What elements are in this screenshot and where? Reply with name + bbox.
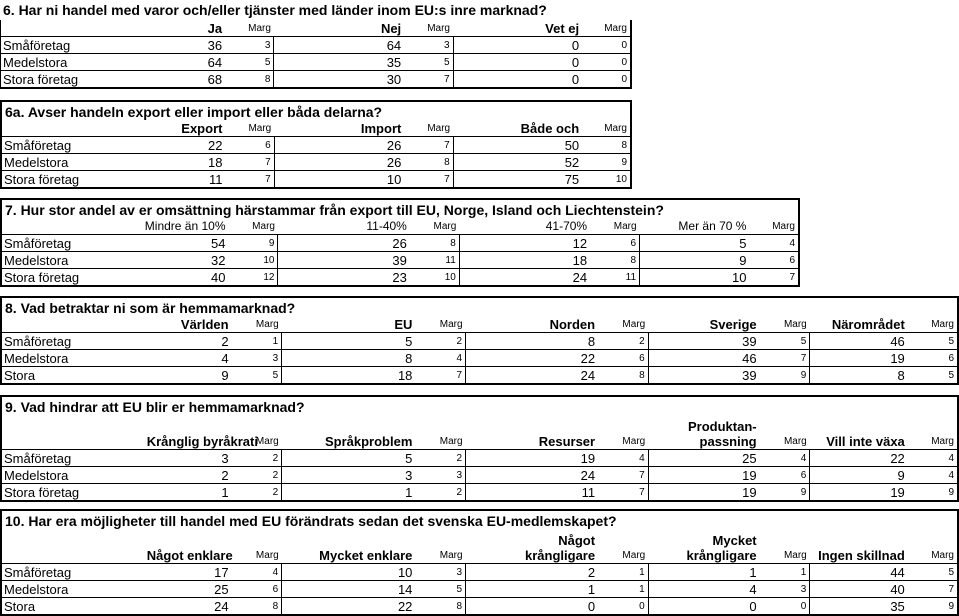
section-6-table [0,20,632,89]
margin-header: Marg [433,221,457,232]
value-cell: 1 [282,484,416,502]
value-cell: 26 [278,235,410,252]
column-header: Export [181,121,223,136]
margin-header: Marg [783,319,807,330]
header-row [1,218,799,235]
value-cell: 5 [282,450,416,467]
margin-cell: 4 [908,467,958,484]
column-header: Vet ej [545,21,580,36]
value-cell: 64 [274,37,404,54]
column-header: Något krångligare [525,533,596,563]
value-cell: 24 [466,367,599,385]
margin-cell: 6 [749,252,799,269]
value-cell: 22 [810,450,908,467]
header-row [1,316,958,333]
margin-cell: 5 [760,333,810,350]
value-cell: 1 [648,564,759,581]
margin-cell: 8 [404,154,453,171]
value-cell: 11 [141,171,226,189]
column-header: Både och [520,121,580,136]
margin-header: Marg [248,123,272,134]
header-row [1,120,631,137]
header-blank [1,20,141,37]
section-8-title: 8. Vad betraktar ni som är hemmamarknad? [0,296,959,316]
row-label: Medelstora [1,581,145,598]
header-blank [1,120,141,137]
value-cell: 46 [810,333,908,350]
column-header: Import [360,121,402,136]
margin-cell: 1 [598,564,648,581]
value-cell: 52 [453,154,582,171]
section-6a [0,100,632,189]
margin-cell: 8 [415,598,465,616]
table-row [1,350,958,367]
table-row [1,171,631,189]
table-row [1,154,631,171]
table-row [1,252,799,269]
margin-cell: 8 [590,252,639,269]
margin-header: Marg [439,550,463,561]
value-cell: 46 [648,350,759,367]
row-label: Småföretag [1,450,145,467]
column-header: Något enklare [146,548,233,563]
value-cell: 5 [282,333,416,350]
value-cell: 12 [459,235,590,252]
table-row [1,333,958,350]
value-cell: 10 [274,171,404,189]
margin-header: Marg [248,23,271,34]
margin-cell: 3 [415,564,465,581]
margin-cell: 8 [225,71,274,89]
value-cell: 26 [274,137,404,154]
column-header: Ja [207,21,223,36]
value-cell: 26 [274,154,404,171]
section-8 [0,296,959,385]
section-6-title: 6. Har ni handel med varor och/eller tjänster med länder inom EU:s inre marknad? [3,2,547,18]
margin-cell: 7 [404,171,453,189]
section-7 [0,198,800,287]
value-cell: 24 [466,467,599,484]
margin-cell: 6 [598,350,648,367]
value-cell: 0 [648,598,759,616]
section-8-table [0,316,959,385]
value-cell: 40 [143,269,229,287]
margin-cell: 7 [760,350,810,367]
header-blank [1,316,145,333]
margin-header: Marg [255,319,279,330]
table-row [1,269,799,287]
margin-cell: 8 [232,598,282,616]
table-row [1,71,632,89]
margin-cell: 9 [908,598,958,616]
margin-cell: 4 [232,564,282,581]
value-cell: 4 [145,350,232,367]
column-header: Mycket enklare [319,548,413,563]
value-cell: 39 [648,333,759,350]
section-9-title: 9. Vad hindrar att EU blir er hemmamarknad? [0,395,959,415]
margin-cell: 3 [232,350,282,367]
margin-cell: 4 [749,235,799,252]
margin-cell: 6 [225,137,274,154]
value-cell: 19 [648,467,759,484]
value-cell: 23 [278,269,410,287]
margin-header: Marg [772,221,795,232]
value-cell: 22 [282,598,416,616]
margin-cell: 10 [582,171,631,189]
margin-cell: 5 [404,54,453,71]
margin-cell: 7 [598,484,648,502]
value-cell: 1 [466,581,599,598]
value-cell: 18 [459,252,590,269]
table-row [1,137,631,154]
section-7-table [0,218,800,287]
column-header: EU [394,317,413,332]
value-cell: 64 [140,54,225,71]
value-cell: 22 [466,350,599,367]
column-header: 41-70% [545,219,588,233]
value-cell: 18 [141,154,226,171]
value-cell: 25 [648,450,759,467]
value-cell: 4 [648,581,759,598]
value-cell: 10 [282,564,416,581]
table-row [1,581,958,598]
margin-cell: 0 [760,598,810,616]
margin-header: Marg [427,123,451,134]
value-cell: 19 [466,450,599,467]
margin-cell: 9 [908,484,958,502]
value-cell: 9 [145,367,232,385]
column-header: Sverige [709,317,757,332]
margin-cell: 4 [598,450,648,467]
margin-cell: 7 [225,171,274,189]
margin-cell: 4 [908,450,958,467]
margin-cell: 7 [404,137,453,154]
margin-cell: 8 [598,367,648,385]
margin-header: Marg [252,221,275,232]
row-label: Medelstora [1,467,145,484]
margin-cell: 10 [229,252,278,269]
header-blank [1,415,145,450]
margin-cell: 3 [760,581,810,598]
table-row [1,367,958,385]
margin-header: Marg [427,23,450,34]
margin-cell: 5 [415,581,465,598]
margin-header: Marg [931,436,954,447]
margin-cell: 7 [415,367,465,385]
margin-cell: 6 [590,235,639,252]
margin-cell: 2 [232,467,282,484]
row-label: Småföretag [1,333,145,350]
value-cell: 19 [810,484,908,502]
margin-header: Marg [622,436,646,447]
value-cell: 50 [453,137,582,154]
margin-cell: 1 [232,333,282,350]
margin-cell: 4 [415,350,465,367]
header-row [1,415,958,450]
value-cell: 11 [466,484,599,502]
value-cell: 19 [648,484,759,502]
column-header: Krånglig byråkrati [146,434,258,449]
section-10-table [0,529,959,616]
margin-cell: 6 [908,350,958,367]
margin-header: Marg [439,319,463,330]
margin-cell: 7 [908,581,958,598]
value-cell: 1 [145,484,232,502]
margin-cell: 9 [229,235,278,252]
value-cell: 14 [282,581,416,598]
margin-cell: 2 [232,450,282,467]
value-cell: 54 [143,235,229,252]
value-cell: 25 [145,581,232,598]
value-cell: 5 [640,235,750,252]
margin-cell: 9 [760,484,810,502]
margin-header: Marg [931,550,954,561]
value-cell: 2 [145,333,232,350]
margin-cell: 7 [225,154,274,171]
margin-cell: 0 [582,37,631,54]
margin-cell: 1 [598,581,648,598]
section-6a-table [0,120,632,189]
margin-cell: 6 [232,581,282,598]
margin-header: Marg [255,550,279,561]
value-cell: 36 [140,37,225,54]
table-row [1,37,632,54]
value-cell: 75 [453,171,582,189]
margin-cell: 12 [229,269,278,287]
row-label: Stora företag [1,484,145,502]
table-row [1,467,958,484]
margin-cell: 5 [908,564,958,581]
value-cell: 17 [145,564,232,581]
margin-cell: 3 [225,37,274,54]
value-cell: 44 [810,564,908,581]
value-cell: 18 [282,367,416,385]
margin-cell: 8 [582,137,631,154]
margin-cell: 1 [760,564,810,581]
value-cell: 10 [640,269,750,287]
margin-cell: 2 [598,333,648,350]
value-cell: 35 [274,54,404,71]
value-cell: 3 [145,450,232,467]
value-cell: 0 [453,71,582,89]
margin-header: Marg [931,319,954,330]
row-label: Medelstora [1,154,141,171]
margin-cell: 3 [415,467,465,484]
table-row [1,235,799,252]
margin-cell: 11 [590,269,639,287]
margin-header: Marg [439,436,463,447]
value-cell: 35 [810,598,908,616]
column-header: Mycket krångligare [686,533,757,563]
margin-cell: 7 [598,467,648,484]
column-header: Produktan- passning [688,419,757,449]
column-header: Norden [549,317,596,332]
table-row [1,484,958,502]
row-label: Småföretag [1,564,145,581]
header-row [1,529,958,564]
table-row [1,54,632,71]
margin-cell: 2 [232,484,282,502]
value-cell: 0 [466,598,599,616]
margin-cell: 9 [760,367,810,385]
column-header: Ingen skillnad [818,548,905,563]
header-row [1,20,632,37]
section-9 [0,395,959,502]
section-7-title: 7. Hur stor andel av er omsättning härstammar från export till EU, Norge, Island och Liechtenstein? [0,198,800,218]
value-cell: 40 [810,581,908,598]
margin-cell: 0 [582,71,631,89]
value-cell: 39 [278,252,410,269]
column-header: 11-40% [366,219,407,233]
header-blank [1,218,143,235]
margin-cell: 2 [415,484,465,502]
row-label: Stora [1,367,145,385]
section-9-table [0,415,959,502]
value-cell: 2 [466,564,599,581]
row-label: Stora företag [1,171,141,189]
margin-header: Marg [783,550,807,561]
column-header: Nej [380,21,402,36]
section-6a-title: 6a. Avser handeln export eller import eller båda delarna? [0,100,632,120]
margin-header: Marg [783,436,807,447]
value-cell: 30 [274,71,404,89]
margin-cell: 5 [225,54,274,71]
margin-cell: 11 [410,252,459,269]
value-cell: 9 [640,252,750,269]
row-label: Småföretag [1,137,141,154]
row-label: Medelstora [1,350,145,367]
column-header: Resurser [538,434,596,449]
margin-cell: 5 [908,367,958,385]
value-cell: 39 [648,367,759,385]
column-header: Språkproblem [324,434,413,449]
section-10-title: 10. Har era möjligheter till handel med EU förändrats sedan det svenska EU-medlemskapet? [0,509,959,529]
table-row [1,450,958,467]
header-blank [1,529,145,564]
value-cell: 2 [145,467,232,484]
value-cell: 32 [143,252,229,269]
margin-cell: 0 [598,598,648,616]
margin-cell: 8 [410,235,459,252]
margin-cell: 2 [415,450,465,467]
margin-cell: 7 [404,71,453,89]
value-cell: 22 [141,137,226,154]
column-header: Vill inte växa [826,434,905,449]
value-cell: 3 [282,467,416,484]
margin-header: Marg [622,319,646,330]
column-header: Världen [180,317,229,332]
margin-cell: 7 [749,269,799,287]
margin-header: Marg [255,436,279,447]
value-cell: 24 [145,598,232,616]
margin-cell: 5 [232,367,282,385]
section-6 [0,0,700,89]
row-label: Stora [1,598,145,616]
margin-cell: 5 [908,333,958,350]
row-label: Stora företag [1,269,143,287]
value-cell: 68 [140,71,225,89]
value-cell: 0 [453,37,582,54]
margin-cell: 2 [415,333,465,350]
row-label: Medelstora [1,54,141,71]
value-cell: 8 [466,333,599,350]
row-label: Medelstora [1,252,143,269]
value-cell: 8 [282,350,416,367]
value-cell: 9 [810,467,908,484]
value-cell: 8 [810,367,908,385]
table-row [1,564,958,581]
section-10 [0,509,959,616]
margin-cell: 10 [410,269,459,287]
value-cell: 19 [810,350,908,367]
margin-cell: 0 [582,54,631,71]
row-label: Småföretag [1,37,141,54]
margin-cell: 3 [404,37,453,54]
margin-cell: 9 [582,154,631,171]
margin-header: Marg [604,23,627,34]
value-cell: 24 [459,269,590,287]
row-label: Småföretag [1,235,143,252]
margin-header: Marg [622,550,646,561]
table-row [1,598,958,616]
value-cell: 0 [453,54,582,71]
row-label: Stora företag [1,71,141,89]
margin-header: Marg [604,123,627,134]
column-header: Mer än 70 % [678,219,747,233]
column-header: Mindre än 10% [144,219,226,233]
margin-header: Marg [613,221,637,232]
column-header: Närområdet [831,317,905,332]
margin-cell: 6 [760,467,810,484]
margin-cell: 4 [760,450,810,467]
